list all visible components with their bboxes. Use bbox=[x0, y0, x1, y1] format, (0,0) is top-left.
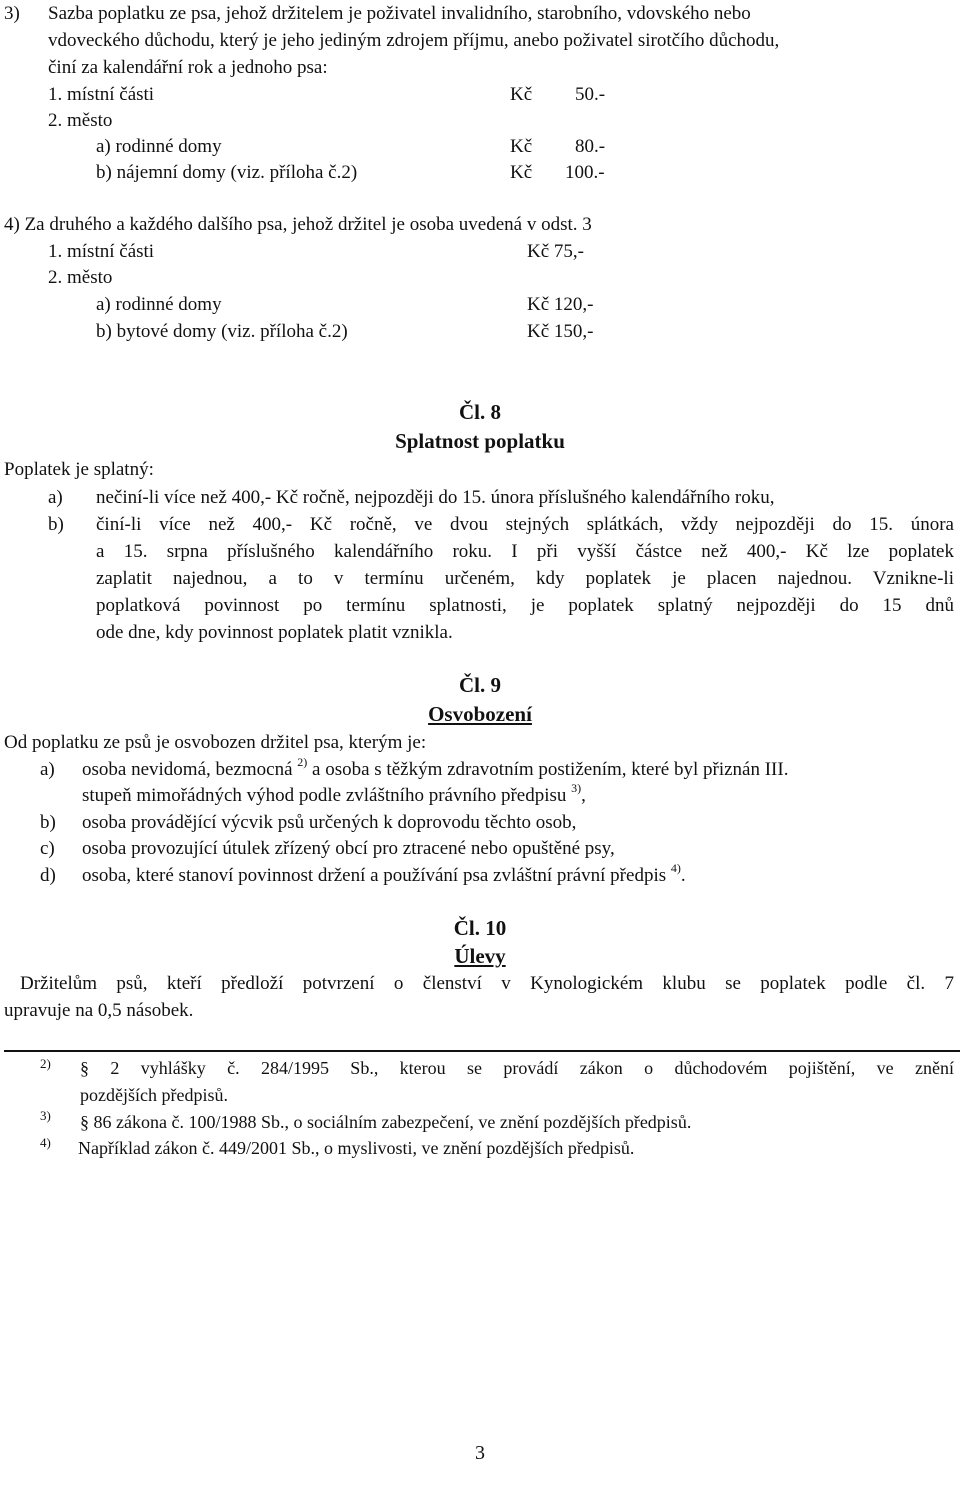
list-marker: b) bbox=[48, 514, 64, 535]
rate-row-label: 2. město bbox=[48, 267, 113, 288]
footnote-4-text: Například zákon č. 449/2001 Sb., o myslivosti, ve znění pozdějších předpisů. bbox=[78, 1138, 635, 1158]
article-8-item-b-line: zaplatit najednou, a to v termínu určeném, kdy poplatek je placen najednou. Vznikne-li bbox=[96, 568, 954, 589]
list-marker: d) bbox=[40, 865, 56, 886]
article-9-title: Osvobození bbox=[428, 702, 532, 726]
article-10-line-2: upravuje na 0,5 násobek. bbox=[4, 1000, 194, 1021]
article-9-item-a-line-1: osoba nevidomá, bezmocná $^{2)}$ a osoba s těžkým zdravotním postižením, které byl přiznán III. bbox=[82, 754, 789, 780]
article-8-title: Splatnost poplatku bbox=[395, 429, 565, 453]
rate-row-label: a) rodinné domy bbox=[96, 136, 222, 157]
rate-row-label: b) nájemní domy (viz. příloha č.2) bbox=[96, 162, 358, 183]
footnote-2-line-1: § 2 vyhlášky č. 284/1995 Sb., kterou se provádí zákon o důchodovém pojištění, ve znění bbox=[80, 1058, 954, 1078]
article-9-item-a-line-2: stupeň mimořádných výhod podle zvláštního právního předpisu $^{3)}$, bbox=[82, 780, 586, 806]
article-9-item-b: osoba provádějící výcvik psů určených k doprovodu těchto osob, bbox=[82, 812, 577, 833]
list-marker: a) bbox=[40, 759, 55, 780]
article-10-line-1: Držitelům psů, kteří předloží potvrzení o členství v Kynologickém klubu se poplatek podle čl. 7 bbox=[20, 973, 954, 994]
rate-row-value: Kč 120,- bbox=[527, 294, 594, 315]
rate-row-amount: 100.- bbox=[565, 162, 605, 183]
rate-row-label: 1. místní části bbox=[48, 84, 155, 105]
article-8-intro: Poplatek je splatný: bbox=[4, 459, 154, 480]
article-9-number: Čl. 9 bbox=[459, 673, 501, 697]
article-9-item-c: osoba provozující útulek zřízený obcí pro ztracené nebo opuštěné psy, bbox=[82, 838, 615, 859]
footnote-marker: 4) bbox=[40, 1135, 51, 1150]
rate-row-currency: Kč bbox=[510, 162, 533, 183]
list-marker: b) bbox=[40, 812, 56, 833]
rate-row-value: Kč 75,- bbox=[527, 241, 584, 262]
section-4-heading: 4) Za druhého a každého dalšího psa, jehož držitel je osoba uvedená v odst. 3 bbox=[4, 214, 592, 235]
article-9-intro: Od poplatku ze psů je osvobozen držitel psa, kterým je: bbox=[4, 732, 427, 753]
article-8-item-b-line: a 15. srpna příslušného kalendářního roku. I při vyšší částce než 400,- Kč lze poplatek bbox=[96, 541, 954, 562]
section-3-line-3: činí za kalendářní rok a jednoho psa: bbox=[48, 57, 328, 78]
article-9-item-d: osoba, které stanoví povinnost držení a používání psa zvláštní právní předpis $^{4)}$. bbox=[82, 860, 686, 886]
rate-row-label: b) bytové domy (viz. příloha č.2) bbox=[96, 321, 348, 342]
page-number: 3 bbox=[475, 1442, 485, 1464]
article-8-item-b-line: činí-li více než 400,- Kč ročně, ve dvou stejných splátkách, vždy nejpozději do 15. února bbox=[96, 514, 954, 535]
footnote-2-line-2: pozdějších předpisů. bbox=[80, 1085, 228, 1105]
footnote-separator bbox=[4, 1050, 960, 1052]
article-10-title: Úlevy bbox=[454, 944, 506, 968]
article-8-item-a: nečiní-li více než 400,- Kč ročně, nejpozději do 15. února příslušného kalendářního roku, bbox=[96, 487, 775, 508]
rate-row-value: Kč 150,- bbox=[527, 321, 594, 342]
section-3-line-2: vdoveckého důchodu, který je jeho jediným zdrojem příjmu, anebo poživatel sirotčího důchodu, bbox=[48, 30, 780, 51]
footnote-marker: 2) bbox=[40, 1056, 51, 1071]
rate-row-currency: Kč bbox=[510, 136, 533, 157]
article-8-number: Čl. 8 bbox=[459, 400, 501, 424]
rate-row-currency: Kč bbox=[510, 84, 533, 105]
rate-row-amount: 80.- bbox=[575, 136, 606, 157]
rate-row-label: 1. místní části bbox=[48, 241, 155, 262]
article-8-item-b-line: ode dne, kdy povinnost poplatek platit vznikla. bbox=[96, 622, 453, 643]
list-marker: a) bbox=[48, 487, 63, 508]
rate-row-label: 2. město bbox=[48, 110, 113, 131]
rate-row-amount: 50.- bbox=[575, 84, 606, 105]
article-8-item-b-line: poplatková povinnost po termínu splatnosti, je poplatek splatný nejpozději do 15 dnů bbox=[96, 595, 954, 616]
footnote-3-text: § 86 zákona č. 100/1988 Sb., o sociálním zabezpečení, ve znění pozdějších předpisů. bbox=[80, 1112, 692, 1132]
footnote-marker: 3) bbox=[40, 1108, 51, 1123]
rate-row-label: a) rodinné domy bbox=[96, 294, 222, 315]
list-marker: c) bbox=[40, 838, 55, 859]
article-10-number: Čl. 10 bbox=[453, 916, 507, 940]
section-3-line-1: Sazba poplatku ze psa, jehož držitelem je poživatel invalidního, starobního, vdovského nebo bbox=[48, 3, 751, 24]
section-3-number: 3) bbox=[4, 3, 20, 24]
